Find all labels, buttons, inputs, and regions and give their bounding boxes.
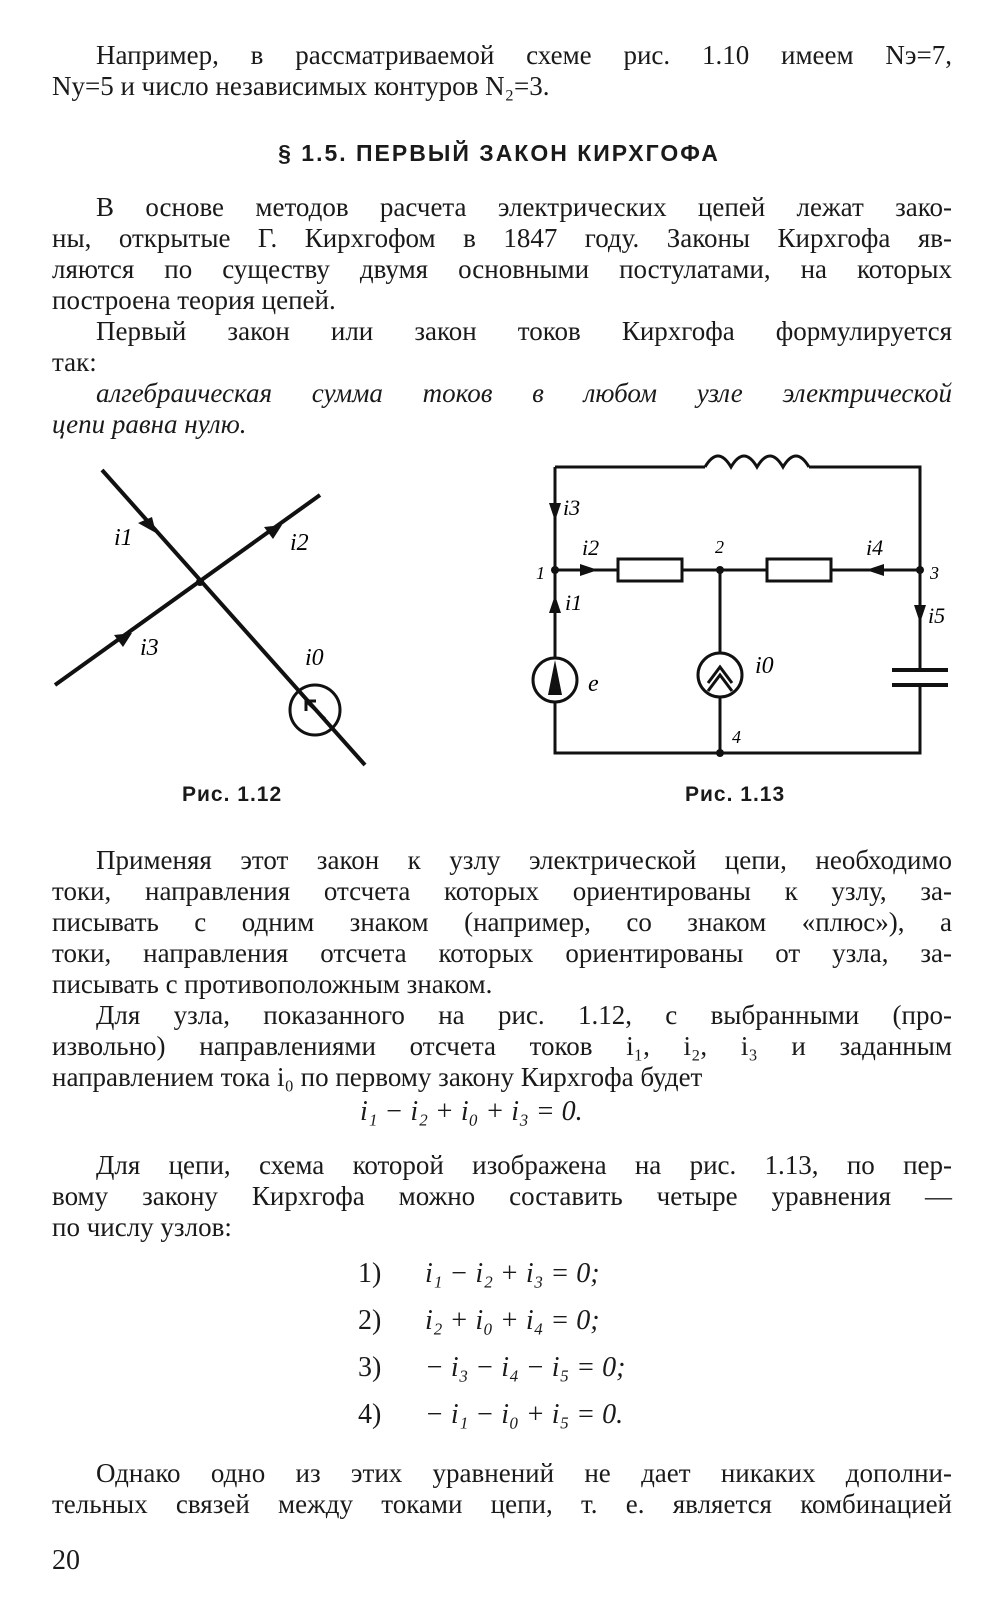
text-line: писывать с одним знаком (например, со знаком «плюс»), а (52, 907, 952, 937)
text-line: направлением тока i₀ по первому закону Кирхгофа будет (52, 1062, 703, 1092)
label-i1: i1 (565, 590, 583, 615)
text-line: извольно) направлениями отсчета токов i₁, i₂, i₃ и заданным (52, 1031, 952, 1061)
label-i0: i0 (755, 653, 774, 679)
text-line: ляются по существу двумя основными постулатами, на которых (52, 254, 952, 284)
inductor (705, 456, 809, 467)
text-line: вому закону Кирхгофа можно составить четыре уравнения — (52, 1181, 952, 1211)
label-e: e (588, 671, 599, 697)
text-line: Для узла, показанного на рис. 1.12, с выбранными (про- (96, 1000, 952, 1030)
resistor-right (767, 559, 831, 581)
text-line: Однако одно из этих уравнений не дает никаких дополни- (96, 1458, 952, 1488)
arrow-i4 (866, 564, 884, 576)
paragraph-conclusion (52, 1458, 952, 1520)
label-i3: i3 (563, 495, 581, 520)
figure-1-13 (530, 445, 970, 765)
equation-number: 4) (358, 1399, 382, 1430)
equation-expression: i₂ + i₀ + i₄ = 0; (425, 1305, 600, 1336)
text-line: по числу узлов: (52, 1212, 232, 1242)
text-line: алгебраическая сумма токов в любом узле электрической (96, 378, 952, 408)
text-line: писывать с противоположным знаком. (52, 969, 493, 999)
label-i2: i2 (582, 535, 600, 560)
paragraph-first-law (52, 316, 952, 378)
intro-paragraph (52, 40, 952, 102)
label-i3: i3 (140, 635, 159, 661)
text-line: Например, в рассматриваемой схеме рис. 1.10 имеем Nэ=7, (96, 40, 952, 70)
section-heading: § 1.5. ПЕРВЫЙ ЗАКОН КИРХГОФА (278, 140, 720, 166)
label-i5: i5 (928, 603, 946, 628)
equation-1 (358, 1258, 600, 1290)
arrow-i1 (138, 517, 156, 533)
arrow-i5 (914, 605, 926, 623)
text-line: токи, направления отсчета которых ориентированы от узла, за- (52, 938, 952, 968)
label-i0: i0 (305, 645, 324, 671)
equation-expression: − i₁ − i₀ + i₅ = 0. (425, 1399, 624, 1430)
equation-number: 3) (358, 1352, 382, 1383)
label-i2: i2 (290, 530, 309, 556)
text-line: Nу=5 и число независимых контуров N₂=3. (52, 71, 550, 101)
text-line: ны, открытые Г. Кирхгофом в 1847 году. Законы Кирхгофа яв- (52, 223, 952, 253)
equation-2 (358, 1305, 600, 1337)
figure-1-12-caption: Рис. 1.12 (182, 783, 283, 806)
equation-4 (358, 1399, 623, 1431)
paragraph-kirchhoff-intro (52, 192, 952, 316)
equation-main: i₁ − i₂ + i₀ + i₃ = 0. (360, 1096, 583, 1127)
equation-number: 2) (358, 1305, 382, 1336)
resistor-left (618, 559, 682, 581)
figure-1-12 (40, 455, 400, 785)
text-line: Первый закон или закон токов Кирхгофа формулируется (96, 316, 952, 346)
label-i4: i4 (866, 535, 884, 560)
equation-3 (358, 1352, 625, 1384)
law-statement (52, 378, 952, 440)
node-label-3: 3 (930, 563, 939, 583)
node-label-2: 2 (715, 537, 724, 557)
text-line: так: (52, 347, 97, 377)
text-line: Для цепи, схема которой изображена на рис. 1.13, по пер- (96, 1150, 952, 1180)
figure-1-13-caption: Рис. 1.13 (685, 783, 786, 806)
text-line: токи, направления отсчета которых ориентированы к узлу, за- (52, 876, 952, 906)
arrow-i3 (549, 503, 561, 521)
text-line: цепи равна нулю. (52, 409, 247, 439)
arrow-i2 (580, 564, 598, 576)
arrow-i1 (549, 595, 561, 613)
equation-expression: − i₃ − i₄ − i₅ = 0; (425, 1352, 626, 1383)
equation-number: 1) (358, 1258, 382, 1289)
label-i1: i1 (114, 525, 133, 551)
paragraph-circuit-example (52, 1150, 952, 1243)
text-line: В основе методов расчета электрических цепей лежат зако- (96, 192, 952, 222)
paragraph-node-example (52, 1000, 952, 1093)
text-line: тельных связей между токами цепи, т. е. является комбинацией (52, 1489, 952, 1519)
text-line: Применяя этот закон к узлу электрической цепи, необходимо (96, 845, 952, 875)
paragraph-sign-rule (52, 845, 952, 1000)
node-label-4: 4 (732, 727, 741, 747)
page-number: 20 (52, 1545, 80, 1576)
node-label-1: 1 (536, 563, 545, 583)
text-line: построена теория цепей. (52, 285, 336, 315)
equation-expression: i₁ − i₂ + i₃ = 0; (425, 1258, 600, 1289)
